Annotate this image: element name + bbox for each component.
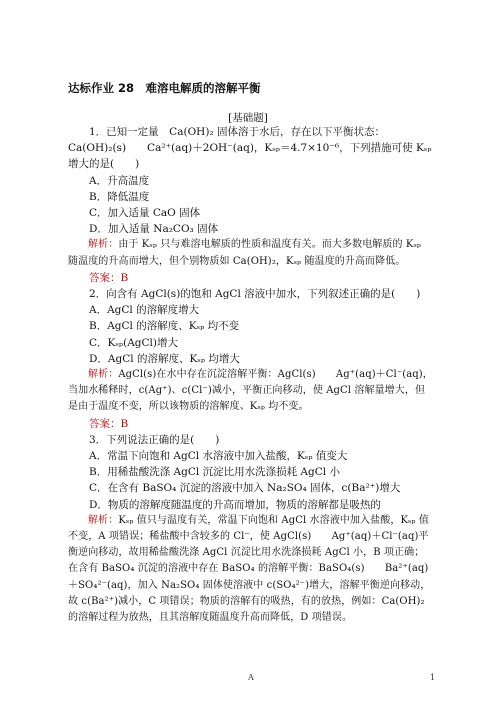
analysis-text: 由于 Kₛₚ 只与难溶电解质的性质和温度有关。而大多数电解质的 Kₛₚ 随温度的升高而增大，但个别物质如 Ca(OH)₂，Kₛₚ 随温度的升高而降低。 (68, 239, 422, 267)
answer-value: B (120, 417, 129, 430)
analysis-text: AgCl(s)在水中存在沉淀溶解平衡：AgCl(s) Ag⁺(aq)＋Cl⁻(aq)，当加水稀释时，c(Ag⁺)、c(Cl⁻)减小，平衡正向移动，使 AgCl 溶解量增大，但是由于温度不变，所以该物质的溶解度、Kₛₚ 均不变。 (68, 369, 433, 413)
question-2-option-a: A．AgCl 的溶解度增大 (89, 304, 200, 317)
question-3-analysis (68, 513, 433, 626)
question-1-option-c: C．加入适量 CaO 固体 (89, 207, 201, 220)
section-heading: [基础题] (228, 112, 268, 124)
answer-label: 答案： (89, 271, 121, 284)
answer-label: 答案： (89, 417, 121, 430)
question-1-stem: 1．已知一定量 Ca(OH)₂ 固体溶于水后，存在以下平衡状态：Ca(OH)₂(s) Ca²⁺(aq)＋2OH⁻(aq)，Kₛₚ＝4.7×10⁻⁶，下列措施可使 Kₛₚ 增大的是( ) (68, 126, 432, 171)
analysis-label: 解析： (88, 514, 119, 526)
question-1-answer (68, 270, 433, 286)
question-2-option-c: C．Kₛₚ(AgCl)增大 (89, 336, 179, 349)
answer-value: B (120, 271, 129, 284)
question-3-option-b: B．用稀盐酸洗涤 AgCl 沉淀比用水洗涤损耗 AgCl 小 (89, 466, 340, 479)
question-2-option-b: B．AgCl 的溶解度、Kₛₚ 均不变 (89, 320, 240, 333)
analysis-label: 解析： (88, 369, 119, 381)
question-2-analysis (68, 367, 433, 416)
question-3-option-a: A．常温下向饱和 AgCl 水溶液中加入盐酸，Kₛₚ 值变大 (89, 450, 348, 463)
question-3-option-c: C．在含有 BaSO₄ 沉淀的溶液中加入 Na₂SO₄ 固体，c(Ba²⁺)增大 (89, 482, 401, 495)
question-3-stem: 3．下列说法正确的是( ) (89, 433, 220, 446)
question-1-option-d: D．加入适量 Na₂CO₃ 固体 (89, 223, 219, 236)
analysis-label: 解析： (88, 239, 119, 251)
question-3-option-d: D．物质的溶解度随温度的升高而增加，物质的溶解都是吸热的 (89, 498, 381, 511)
question-2-answer (68, 416, 433, 432)
question-2-option-d: D．AgCl 的溶解度、Kₛₚ 均增大 (89, 352, 240, 365)
question-1-analysis (68, 237, 433, 269)
question-list (68, 124, 433, 626)
page-number: 1 (430, 673, 436, 682)
page-title: 达标作业 28 难溶电解质的溶解平衡 (68, 81, 261, 95)
question-1-option-a: A．升高温度 (89, 174, 150, 187)
question-2-stem: 2．向含有 AgCl(s)的饱和 AgCl 溶液中加水，下列叙述正确的是( ) (89, 288, 421, 301)
footer-mark: A (248, 673, 254, 682)
analysis-text: Kₛₚ 值只与温度有关，常温下向饱和 AgCl 水溶液中加入盐酸，Kₛₚ 值不变，A 项错误；稀盐酸中含较多的 Cl⁻，使 AgCl(s) Ag⁺(aq)＋Cl⁻(aq)平衡逆向移动，故用稀盐酸洗涤 AgCl 沉淀比用水洗涤损耗 AgCl 小，B 项正确；在含有 BaSO₄ 沉淀的溶液中存在 BaSO₄ 的溶解平衡：BaSO₄(s) Ba²⁺(aq)＋SO₄²⁻(aq)，加入 Na₂SO₄ 固体使溶液中 c(SO₄²⁻)增大，溶解平衡逆向移动，故 c(Ba²⁺)减小，C 项错误；物质的溶解有的吸热，有的放热，例如：Ca(OH)₂ 的溶解过程为放热，且其溶解度随温度升高而降低，D 项错误。 (68, 514, 431, 624)
question-1-option-b: B．降低温度 (89, 190, 150, 203)
